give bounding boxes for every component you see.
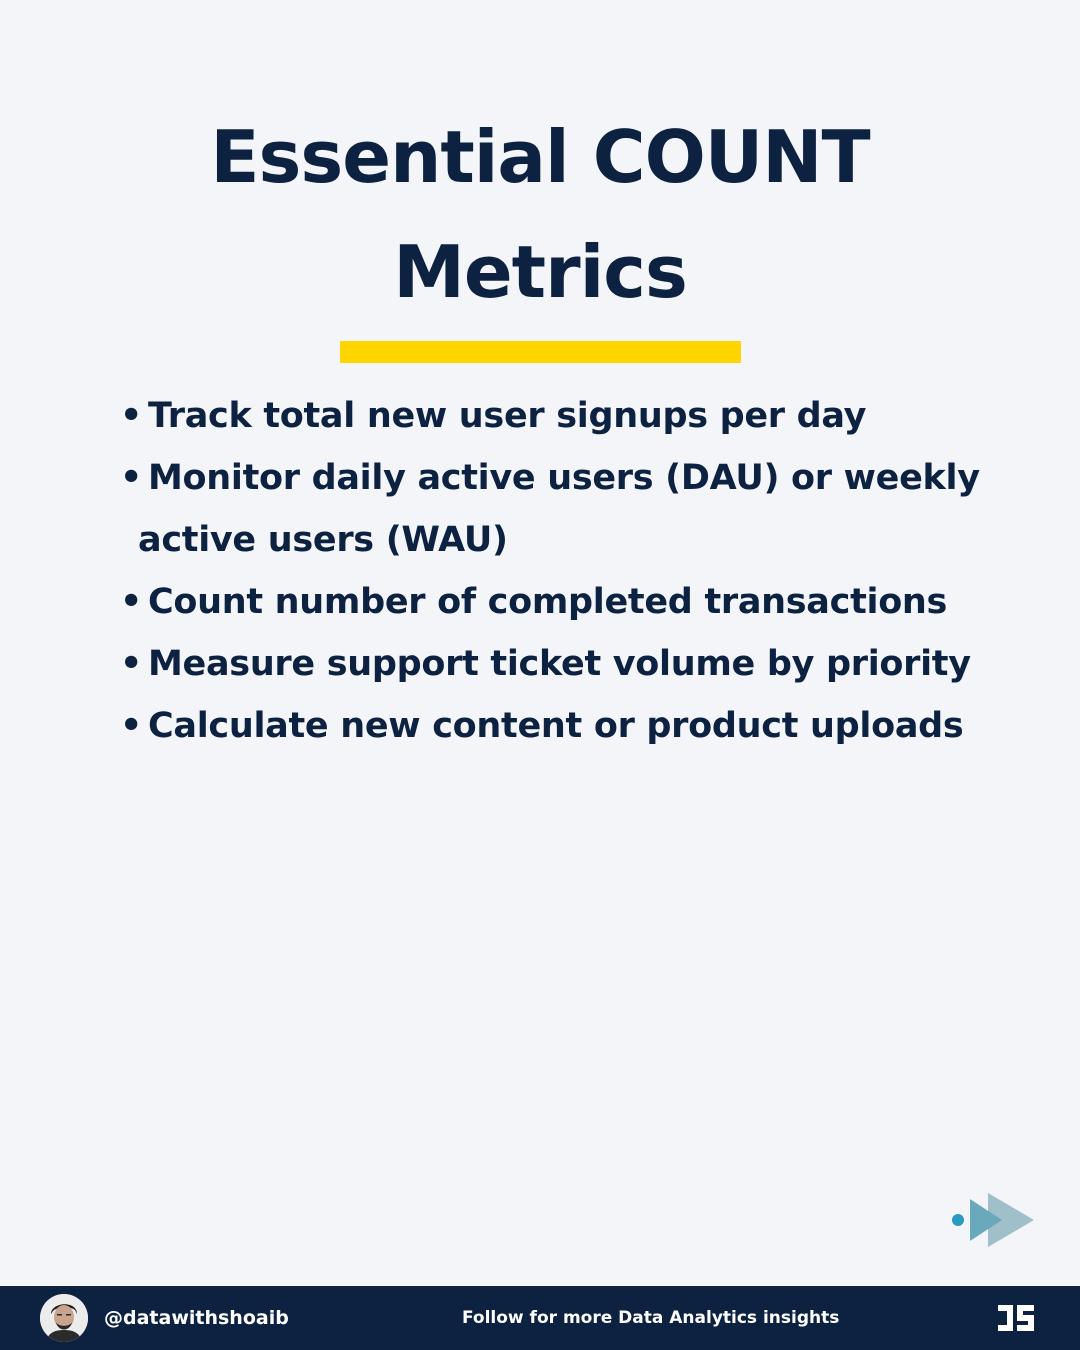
- bullet-dot: •: [120, 458, 143, 498]
- list-item: [120, 695, 1020, 757]
- next-slide-button[interactable]: [948, 1190, 1038, 1250]
- double-arrow-next-icon: [948, 1190, 1038, 1250]
- bullet-dot: •: [120, 396, 143, 436]
- title-accent-bar: [340, 341, 741, 363]
- bullet-dot: •: [120, 644, 143, 684]
- profile-photo-icon: [40, 1294, 88, 1342]
- follow-tagline: Follow for more Data Analytics insights: [462, 1308, 840, 1328]
- list-item-text: Count number of completed transactions: [148, 582, 948, 622]
- bullet-dot: •: [120, 706, 143, 746]
- list-item: [120, 633, 1020, 695]
- avatar[interactable]: [40, 1294, 88, 1342]
- ds-logo-icon: [996, 1303, 1036, 1333]
- list-item: [120, 571, 1020, 633]
- list-item: [120, 385, 1020, 447]
- social-handle[interactable]: @datawithshoaib: [104, 1307, 289, 1329]
- list-item-text: Monitor daily active users (DAU) or weekly active users (WAU): [138, 458, 980, 560]
- slide-title-line-2: Metrics: [393, 230, 687, 314]
- slide-title-line-1: Essential COUNT: [210, 115, 870, 199]
- footer-bar: [0, 1286, 1080, 1350]
- list-item: [120, 447, 1020, 571]
- list-item-text: Calculate new content or product uploads: [148, 706, 964, 746]
- slide-title: [0, 100, 1080, 330]
- list-item-text: Track total new user signups per day: [148, 396, 867, 436]
- list-item-text: Measure support ticket volume by priority: [148, 644, 971, 684]
- metrics-list: [120, 385, 1020, 757]
- bullet-dot: •: [120, 582, 143, 622]
